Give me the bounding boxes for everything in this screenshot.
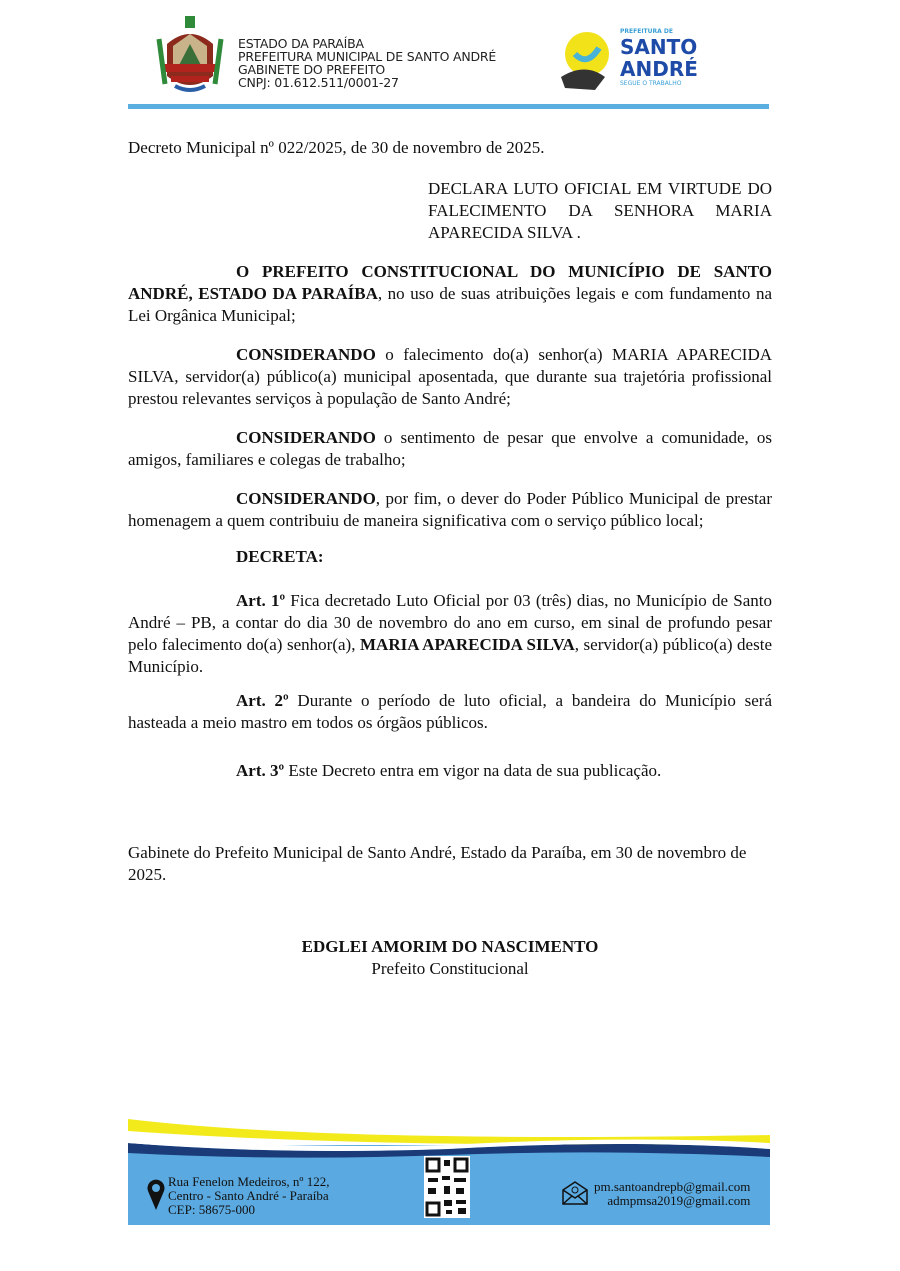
- address-line: Rua Fenelon Medeiros, nº 122,: [168, 1174, 330, 1189]
- considerando-3: [128, 488, 772, 532]
- signature-block: [128, 936, 772, 980]
- signer-title: Prefeito Constitucional: [371, 959, 529, 978]
- location-pin-icon: [146, 1177, 166, 1211]
- article-3: [128, 760, 772, 782]
- logo-top: PREFEITURA DE: [620, 28, 673, 35]
- qr-code-icon: [424, 1156, 470, 1218]
- footer-address: [168, 1175, 329, 1217]
- logo-name2: ANDRÉ: [620, 57, 698, 81]
- considerando-label: CONSIDERANDO: [236, 345, 376, 364]
- header-cnpj: CNPJ: 01.612.511/0001-27: [238, 75, 399, 90]
- decree-body: [128, 137, 772, 980]
- header-office: GABINETE DO PREFEITO: [238, 62, 386, 77]
- decree-number: Decreto Municipal nº 022/2025, de 30 de novembro de 2025.: [128, 138, 545, 157]
- considerando-label: CONSIDERANDO: [236, 489, 376, 508]
- decreta-label: DECRETA:: [236, 547, 324, 566]
- preamble-text: , no uso de suas atribuições legais e com fundamento na Lei Orgânica Municipal;: [128, 284, 772, 325]
- article-label: Art. 2º: [236, 691, 289, 710]
- logo-name1: SANTO: [620, 35, 698, 59]
- decreta: [128, 546, 772, 568]
- header-text: [238, 37, 496, 89]
- article-text: Este Decreto entra em vigor na data de sua publicação.: [284, 761, 662, 780]
- considerando-label: CONSIDERANDO: [236, 428, 376, 447]
- preamble: [128, 261, 772, 327]
- article-2: [128, 690, 772, 734]
- considerando-text: o sentimento de pesar que envolve a comunidade, os amigos, familiares e colegas de trabalho;: [128, 428, 772, 469]
- article-label: Art. 1º: [236, 591, 286, 610]
- closing-text: Gabinete do Prefeito Municipal de Santo André, Estado da Paraíba, em 30 de novembro de 2025.: [128, 843, 747, 884]
- prefeitura-logo: [620, 28, 720, 88]
- article-1: [128, 590, 772, 678]
- sun-road-logo-icon: [555, 22, 615, 92]
- email-address[interactable]: pm.santoandrepb@gmail.com: [594, 1179, 751, 1194]
- logo-slogan: SEGUE O TRABALHO: [620, 80, 682, 87]
- email-address[interactable]: admpmsa2019@gmail.com: [607, 1193, 751, 1208]
- considerando-text: o falecimento do(a) senhor(a) MARIA APARECIDA SILVA, servidor(a) público(a) municipal aposentada, que durante sua trajetória profissional prestou relevantes serviços à população de Santo André;: [128, 345, 772, 408]
- municipal-crest-icon: [155, 14, 225, 94]
- footer-emails: [594, 1180, 750, 1208]
- preamble-bold: O PREFEITO CONSTITUCIONAL DO MUNICÍPIO DE SANTO ANDRÉ, ESTADO DA PARAÍBA: [128, 262, 772, 303]
- article-text: Durante o período de luto oficial, a bandeira do Município será hasteada a meio mastro em todos os órgãos públicos.: [128, 691, 772, 732]
- header-divider: [128, 104, 769, 109]
- considerando-text: , por fim, o dever do Poder Público Municipal de prestar homenagem a quem contribuiu de maneira significativa com o serviço público local;: [128, 489, 772, 530]
- header-prefecture: PREFEITURA MUNICIPAL DE SANTO ANDRÉ: [238, 49, 497, 64]
- deceased-name: MARIA APARECIDA SILVA: [360, 635, 575, 654]
- article-text: Fica decretado Luto Oficial por 03 (três) dias, no Município de Santo André – PB, a contar do dia 30 de novembro do ano em curso, em sinal de profundo pesar pelo falecimento do(a) senhor(a),: [128, 591, 772, 654]
- article-text-end: , servidor(a) público(a) deste Município.: [128, 635, 772, 676]
- address-line: Centro - Santo André - Paraíba: [168, 1188, 329, 1203]
- signer-name: EDGLEI AMORIM DO NASCIMENTO: [301, 937, 599, 956]
- considerando-1: [128, 344, 772, 410]
- decree-ementa: DECLARA LUTO OFICIAL EM VIRTUDE DO FALECIMENTO DA SENHORA MARIA APARECIDA SILVA .: [428, 179, 772, 242]
- email-envelope-icon: [561, 1180, 589, 1206]
- header-state: ESTADO DA PARAÍBA: [238, 36, 364, 51]
- address-line: CEP: 58675-000: [168, 1202, 256, 1217]
- article-label: Art. 3º: [236, 761, 285, 780]
- considerando-2: [128, 427, 772, 471]
